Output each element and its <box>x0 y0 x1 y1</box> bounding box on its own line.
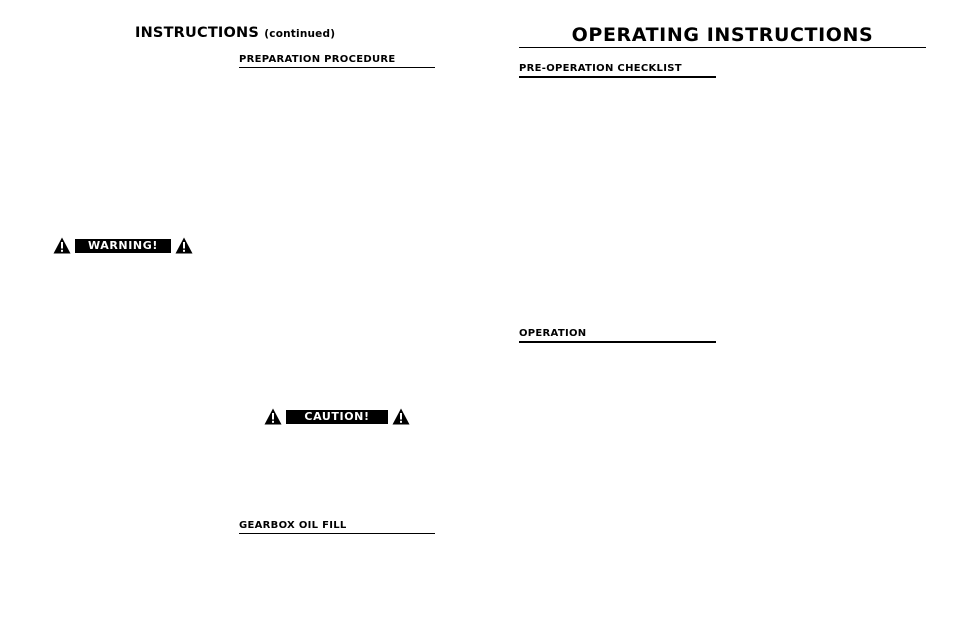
warning-label: WARNING! <box>75 239 171 253</box>
pre-operation-checklist-heading: PRE-OPERATION CHECKLIST <box>519 63 716 78</box>
warning-triangle-icon <box>53 237 71 254</box>
header-main-text: INSTRUCTIONS <box>135 25 260 41</box>
warning-banner <box>53 237 193 254</box>
preparation-procedure-heading: PREPARATION PROCEDURE <box>239 54 435 68</box>
warning-triangle-icon <box>392 408 410 425</box>
caution-banner <box>264 408 410 425</box>
page-title: OPERATING INSTRUCTIONS <box>519 24 926 48</box>
operation-heading: OPERATION <box>519 328 716 343</box>
gearbox-oil-fill-heading: GEARBOX OIL FILL <box>239 520 435 534</box>
warning-triangle-icon <box>264 408 282 425</box>
caution-label: CAUTION! <box>286 410 388 424</box>
header-continued-text: (continued) <box>264 28 336 40</box>
page-header-instructions <box>135 25 335 41</box>
warning-triangle-icon <box>175 237 193 254</box>
